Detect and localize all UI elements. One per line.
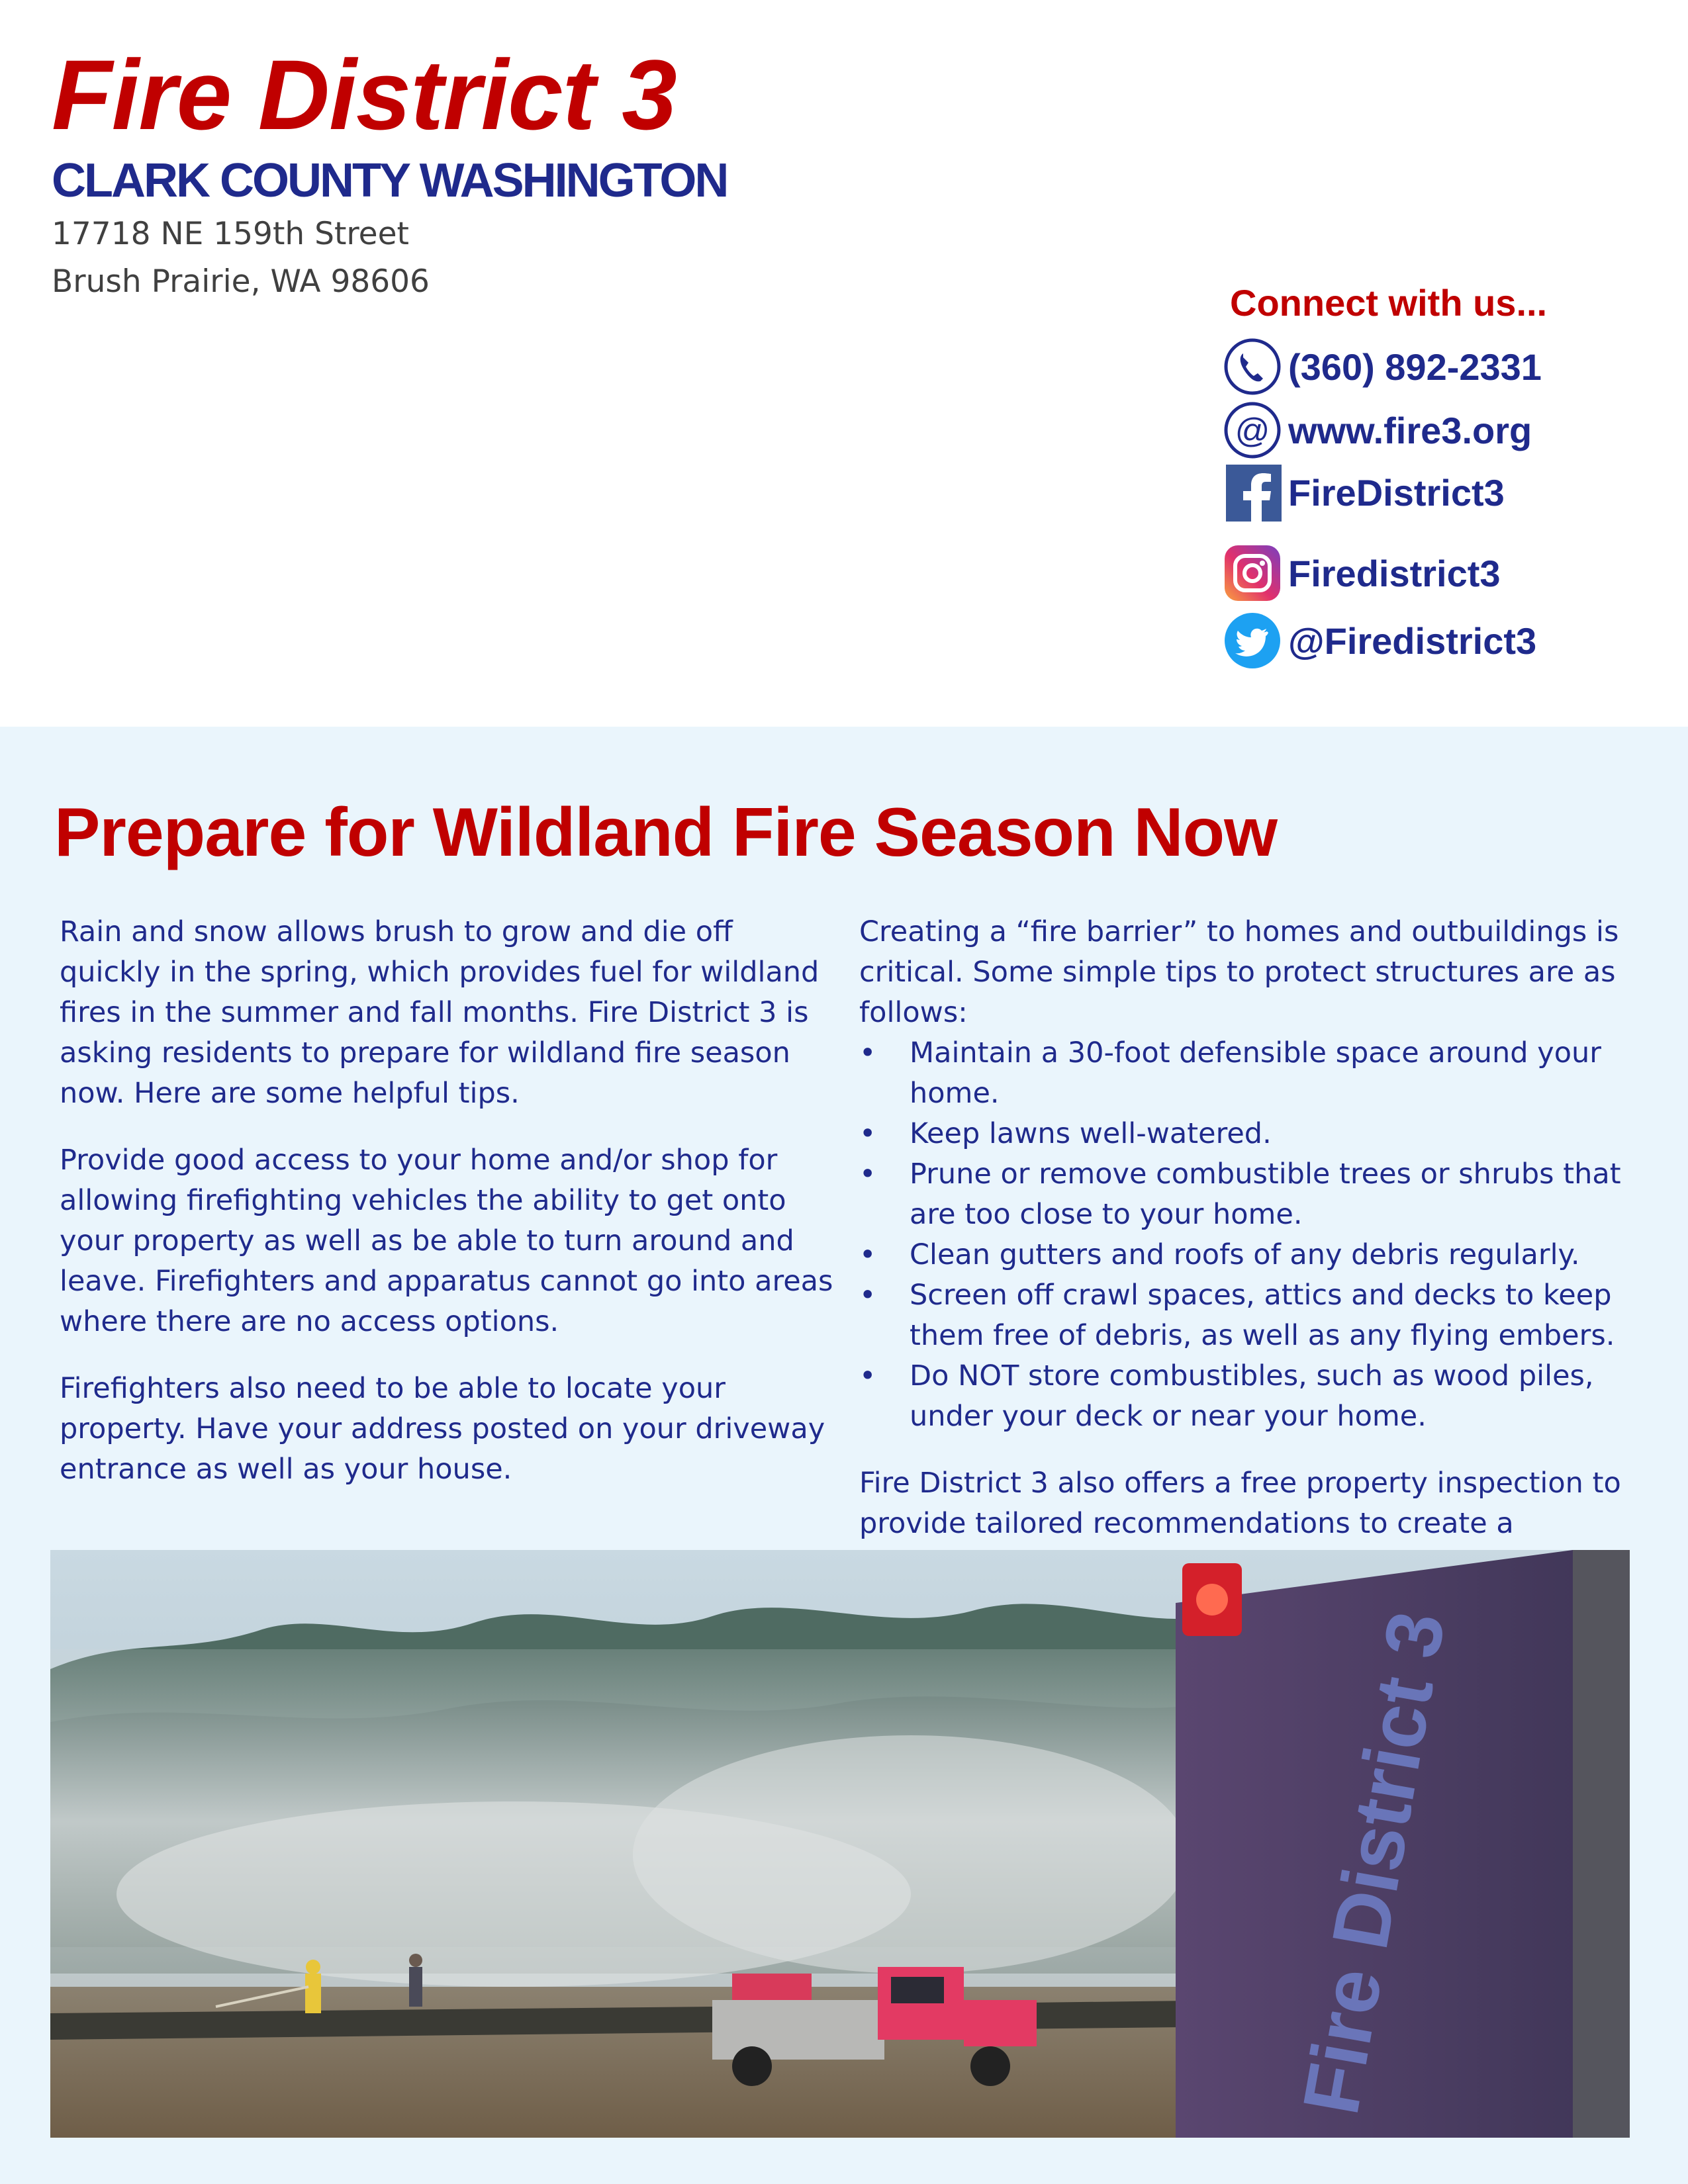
list-item: • Keep lawns well-watered. [859,1114,1634,1154]
paragraph-address: Firefighters also need to be able to locate your property. Have your address posted on your driveway entrance as well as your house. [60,1372,825,1486]
list-item: • Screen off crawl spaces, attics and decks to keep them free of debris, as well as any flying embers. [859,1275,1634,1356]
list-item: • Maintain a 30-foot defensible space around your home. [859,1033,1634,1114]
paragraph-inspection: Fire District 3 also offers a free property inspection to provide tailored recommendations to create a [859,1467,1621,1540]
contact-twitter[interactable] [1223,612,1536,670]
article-right-column [859,912,1634,1651]
twitter-handle: @Firedistrict3 [1288,619,1537,662]
svg-text:@: @ [1235,412,1270,450]
mailing-address [52,210,430,306]
list-item: • Clean gutters and roofs of any debris regularly. [859,1235,1634,1275]
connect-panel [1223,277,1647,662]
firefighter-figure [409,1954,422,2007]
article-panel [0,727,1688,2184]
phone-number: (360) 892-2331 [1288,345,1542,388]
contact-instagram[interactable] [1223,544,1501,602]
county-subtitle: CLARK COUNTY WASHINGTON [52,154,727,207]
contact-phone[interactable] [1223,338,1542,396]
contact-facebook[interactable] [1223,463,1505,522]
instagram-icon [1223,544,1282,602]
tips-list [859,1033,1634,1437]
facebook-handle: FireDistrict3 [1288,471,1505,514]
truck-lettering: Fire District 3 [1286,1605,1462,2121]
district-title: Fire District 3 [52,39,677,150]
at-icon [1223,401,1282,459]
phone-icon [1223,338,1282,396]
address-line-1: 17718 NE 159th Street [52,216,409,252]
instagram-handle: Firedistrict3 [1288,552,1501,594]
page-header [0,0,1688,727]
wildland-fire-photo [50,1550,1630,2138]
twitter-icon [1223,612,1282,670]
website-link: www.fire3.org [1288,409,1532,451]
connect-title: Connect with us... [1230,282,1548,324]
paragraph-access: Provide good access to your home and/or shop for allowing firefighting vehicles the ability to get onto your property as well as be able to turn around and leave. Firefighters and apparatus cannot go into areas where there are no access options. [60,1144,833,1338]
article-left-column [60,912,834,1516]
fire-engine-side [1176,1550,1630,2138]
paragraph-brush-growth: Rain and snow allows brush to grow and die off quickly in the spring, which provides fuel for wildland fires in the summer and fall months. Fire District 3 is asking residents to prepare for wildland fire season now. Here are some helpful tips. [60,915,820,1110]
address-line-2: Brush Prairie, WA 98606 [52,263,430,300]
paragraph-fire-barrier: Creating a “fire barrier” to homes and outbuildings is critical. Some simple tips to protect structures are as follows: [859,915,1619,1029]
article-headline: Prepare for Wildland Fire Season Now [54,794,1278,871]
list-item: • Prune or remove combustible trees or shrubs that are too close to your home. [859,1154,1634,1235]
list-item: • Do NOT store combustibles, such as wood piles, under your deck or near your home. [859,1356,1634,1437]
contact-website[interactable] [1223,401,1532,459]
facebook-icon [1223,463,1282,522]
